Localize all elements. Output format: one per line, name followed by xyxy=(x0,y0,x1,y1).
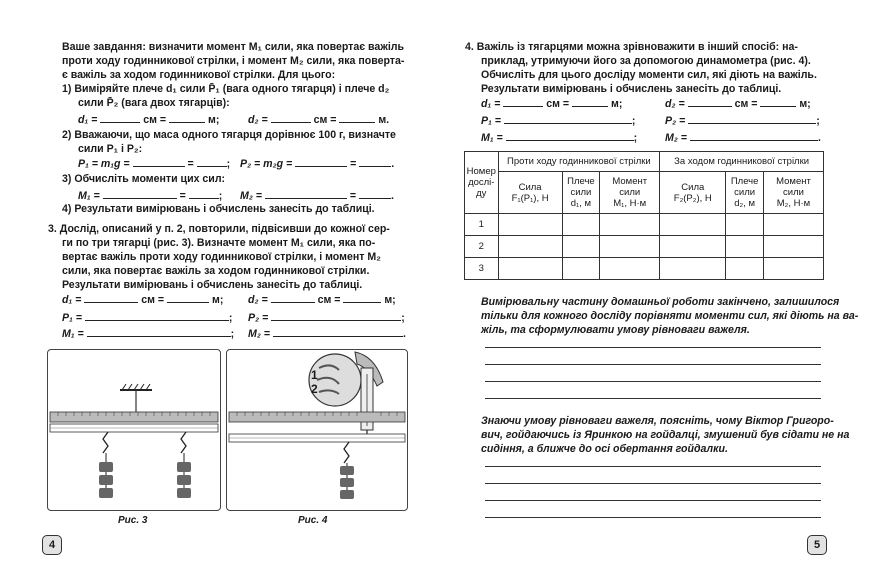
d1-m-blank[interactable] xyxy=(169,112,205,123)
d2-label: d₂ = xyxy=(665,98,685,110)
header-counterclockwise: Проти ходу годинникової стрілки xyxy=(498,152,660,172)
row-number: 3 xyxy=(465,258,499,280)
row-number: 2 xyxy=(465,236,499,258)
header-line: Сила xyxy=(518,181,542,193)
table-cell[interactable] xyxy=(498,236,562,258)
p1-formula: P₁ = m₁g = xyxy=(78,158,130,170)
table-row xyxy=(465,236,824,258)
step2-line-2: сили P₁ і P₂: xyxy=(78,143,143,155)
task3-line-1: 3. Дослід, описаний у п. 2, повторили, підвісивши до кожної сер- xyxy=(48,223,390,235)
m1-value-blank[interactable] xyxy=(103,188,177,199)
header-line: сили xyxy=(570,187,592,198)
unit-cm: см = xyxy=(141,294,165,306)
figure-4-caption: Рис. 4 xyxy=(298,515,328,526)
p1-unit-blank[interactable] xyxy=(197,156,227,167)
task4-line-4: Результати вимірювань і обчислень занесіть до таблиці. xyxy=(481,83,782,95)
header-line: d₂, м xyxy=(734,198,756,209)
header-experiment-number xyxy=(465,152,499,214)
task4-line-1: 4. Важіль із тягарцями можна зрівноважити в інший спосіб: на- xyxy=(465,41,798,53)
unit-m: м; xyxy=(208,114,220,126)
header-clockwise: За ходом годинникової стрілки xyxy=(660,152,824,172)
intro-line-1: Ваше завдання: визначити момент M₁ сили, яка повертає важіль xyxy=(62,41,405,53)
step1-d1-row xyxy=(78,112,219,127)
p2-value-blank[interactable] xyxy=(295,156,347,167)
d2-cm-blank[interactable] xyxy=(688,96,732,107)
p2-unit-blank[interactable] xyxy=(359,156,391,167)
task4-d2-row xyxy=(665,96,811,111)
p2-blank[interactable] xyxy=(688,113,816,124)
p1-blank[interactable] xyxy=(85,310,229,321)
para2-line-1: Знаючи умову рівноваги важеля, поясніть, чому Віктор Григоро- xyxy=(481,415,834,427)
p1-label: P₁ = xyxy=(481,115,501,127)
m2-label: M₂ = xyxy=(248,328,270,340)
m2-label: M₂ = xyxy=(240,190,262,202)
header-line: M₁, Н·м xyxy=(613,198,647,209)
task4-line-3: Обчисліть для цього досліду моменти сил, які діють на важіль. xyxy=(481,69,817,81)
figure-3 xyxy=(47,349,221,511)
header-moment-2 xyxy=(763,172,823,214)
m2-unit-blank[interactable] xyxy=(359,188,391,199)
figure-3-caption: Рис. 3 xyxy=(118,515,148,526)
task4-p2-row: P₂ = ; xyxy=(665,115,820,127)
step1-line-2: сили P̄₂ (вага двох тягарців): xyxy=(78,97,230,109)
para2-line-3: сидіння, а ближче до осі обертання гойдалки. xyxy=(481,443,728,455)
header-moment-1 xyxy=(600,172,660,214)
right-page xyxy=(435,0,870,571)
m1-blank[interactable] xyxy=(87,326,231,337)
task4-d1-row xyxy=(481,96,622,111)
header-line: Плече xyxy=(567,176,595,187)
task4-m2-row: M₂ = . xyxy=(665,132,821,144)
header-line: Плече xyxy=(730,176,759,187)
intro-line-3: є важіль за ходом годинникової стрілки. Для цього: xyxy=(62,69,336,81)
p2-label: P₂ = xyxy=(665,115,686,127)
header-line: сили xyxy=(783,187,804,198)
step1-line-1: 1) Виміряйте плече d₁ сили P̄₁ (вага одного тягарця) і плече d₂ xyxy=(62,83,390,95)
lever-three-weights-illustration xyxy=(48,350,220,510)
d2-label: d₂ = xyxy=(248,294,268,306)
table-cell[interactable] xyxy=(726,236,764,258)
task3-line-4: сили, яка повертає важіль за ходом годинникової стрілки. xyxy=(62,265,370,277)
unit-cm: см = xyxy=(317,294,341,306)
d1-cm-blank[interactable] xyxy=(503,96,543,107)
results-table xyxy=(464,151,824,280)
step4-line: 4) Результати вимірювань і обчислень занесіть до таблиці. xyxy=(62,203,375,215)
d1-cm-blank[interactable] xyxy=(100,112,140,123)
step3-m1-row: M₁ = = ; xyxy=(78,190,223,202)
d1-label: d₁ = xyxy=(62,294,82,306)
step2-p1-row: P₁ = m₁g = = ; xyxy=(78,158,231,170)
p2-label: P₂ = xyxy=(248,312,269,324)
task4-p1-row: P₁ = ; xyxy=(481,115,636,127)
equals-sign: = xyxy=(350,158,357,170)
header-line: F₂(P₂), Н xyxy=(673,192,712,204)
table-cell[interactable] xyxy=(562,214,600,236)
header-force-2 xyxy=(660,172,726,214)
task3-p1-row: P₁ = ; xyxy=(62,312,233,324)
m1-blank[interactable] xyxy=(506,130,634,141)
intro-line-2: проти ходу годинникової стрілки, і момент M₂ сили, яка поверта- xyxy=(62,55,405,67)
d1-label: d₁ = xyxy=(78,114,98,126)
answer-line[interactable] xyxy=(485,347,821,348)
m1-label: M₁ = xyxy=(62,328,84,340)
table-cell[interactable] xyxy=(763,236,823,258)
answer-line[interactable] xyxy=(485,500,821,501)
d1-m-blank[interactable] xyxy=(572,96,608,107)
header-line: M₂, Н·м xyxy=(776,198,811,209)
answer-line[interactable] xyxy=(485,381,821,382)
unit-m: м; xyxy=(384,294,396,306)
table-cell[interactable] xyxy=(600,214,660,236)
m2-value-blank[interactable] xyxy=(265,188,347,199)
m1-unit-blank[interactable] xyxy=(189,188,219,199)
step3-m2-row: M₂ = = . xyxy=(240,190,394,202)
equals-sign: = xyxy=(349,190,357,202)
unit-cm: см = xyxy=(734,98,758,110)
p1-value-blank[interactable] xyxy=(133,156,185,167)
p2-blank[interactable] xyxy=(271,310,401,321)
header-arm-2 xyxy=(726,172,764,214)
figure-4-label-2: 2 xyxy=(311,382,318,396)
d2-cm-blank[interactable] xyxy=(271,112,311,123)
d1-m-blank[interactable] xyxy=(167,292,209,303)
header-line: сили xyxy=(619,187,641,198)
m2-blank[interactable] xyxy=(273,326,403,337)
equals-sign: = xyxy=(187,158,194,170)
m2-label: M₂ = xyxy=(665,132,687,144)
unit-m: м; xyxy=(799,98,811,110)
header-num-line: Номер xyxy=(466,166,496,177)
table-cell[interactable] xyxy=(660,236,726,258)
header-line: Сила xyxy=(681,181,705,193)
d2-m-blank[interactable] xyxy=(343,292,381,303)
header-arm-1 xyxy=(562,172,600,214)
header-line: d₁, м xyxy=(570,198,592,209)
para1-line-2: тільки для кожного досліду порівняти моменти сил, які діють на ва- xyxy=(481,310,859,322)
d2-label: d₂ = xyxy=(248,114,268,126)
unit-m: м; xyxy=(212,294,224,306)
table-cell[interactable] xyxy=(562,236,600,258)
answer-line[interactable] xyxy=(485,466,821,467)
table-row xyxy=(465,258,824,280)
task3-line-5: Результати вимірювань і обчислень занесіть до таблиці. xyxy=(62,279,363,291)
task3-m1-row: M₁ = ; xyxy=(62,328,235,340)
table-cell[interactable] xyxy=(600,258,660,280)
p1-blank[interactable] xyxy=(504,113,632,124)
step2-p2-row: P₂ = m₂g = = . xyxy=(240,158,395,170)
figure-4 xyxy=(226,349,408,511)
m2-blank[interactable] xyxy=(690,130,818,141)
table-cell[interactable] xyxy=(562,258,600,280)
task4-line-2: приклад, утримуючи його за допомогою динамометра (рис. 4). xyxy=(481,55,811,67)
table-cell[interactable] xyxy=(763,258,823,280)
m1-label: M₁ = xyxy=(481,132,503,144)
p2-formula: P₂ = m₂g = xyxy=(240,158,293,170)
answer-line[interactable] xyxy=(485,398,821,399)
step3-line: 3) Обчисліть моменти цих сил: xyxy=(62,173,226,185)
header-line: Момент xyxy=(612,176,648,187)
header-num-line: ду xyxy=(476,188,487,199)
unit-cm: см = xyxy=(143,114,167,126)
table-cell[interactable] xyxy=(600,236,660,258)
task3-line-3: вертає важіль проти ходу годинникової стрілки, і момент M₂ xyxy=(62,251,381,263)
figure-4-label-1: 1 xyxy=(311,368,318,382)
unit-cm: см = xyxy=(313,114,337,126)
unit-m-end: м. xyxy=(378,114,390,126)
table-cell[interactable] xyxy=(498,214,562,236)
task3-m2-row: M₂ = . xyxy=(248,328,406,340)
task4-m1-row: M₁ = ; xyxy=(481,132,638,144)
d1-cm-blank[interactable] xyxy=(84,292,138,303)
m1-label: M₁ = xyxy=(78,190,100,202)
task3-d1-row xyxy=(62,292,223,307)
equals-sign: = xyxy=(179,190,186,202)
step1-d2-row xyxy=(248,112,389,127)
unit-m: м; xyxy=(611,98,623,110)
d2-m-blank[interactable] xyxy=(760,96,796,107)
row-number: 1 xyxy=(465,214,499,236)
page-number-left: 4 xyxy=(42,535,62,555)
answer-line[interactable] xyxy=(485,364,821,365)
header-force-1 xyxy=(498,172,562,214)
answer-line[interactable] xyxy=(485,517,821,518)
table-cell[interactable] xyxy=(763,214,823,236)
header-num-line: дослі- xyxy=(468,177,495,188)
table-cell[interactable] xyxy=(498,258,562,280)
step2-line-1: 2) Вважаючи, що маса одного тягарця дорівнює 100 г, визначте xyxy=(62,129,396,141)
para1-line-1: Вимірювальну частину домашньої роботи закінчено, залишилося xyxy=(481,296,840,308)
table-cell[interactable] xyxy=(660,214,726,236)
d2-m-blank[interactable] xyxy=(339,112,375,123)
unit-cm: см = xyxy=(546,98,570,110)
d1-label: d₁ = xyxy=(481,98,501,110)
header-line: Момент xyxy=(776,176,811,187)
table-cell[interactable] xyxy=(726,214,764,236)
header-line: F₁(P₁), Н xyxy=(511,192,549,204)
answer-line[interactable] xyxy=(485,483,821,484)
table-cell[interactable] xyxy=(726,258,764,280)
task3-p2-row: P₂ = ; xyxy=(248,312,405,324)
header-line: сили xyxy=(734,187,756,198)
para1-line-3: жіль, та сформулювати умову рівноваги важеля. xyxy=(481,324,750,336)
table-cell[interactable] xyxy=(660,258,726,280)
page-number-right: 5 xyxy=(807,535,827,555)
task3-line-2: ги по три тягарці (рис. 3). Визначте момент M₁ сили, яка по- xyxy=(62,237,376,249)
para2-line-2: вич, гойдаючись із Яринкою на гойдалці, змушений був сідати не на xyxy=(481,429,850,441)
p1-label: P₁ = xyxy=(62,312,82,324)
table-row xyxy=(465,214,824,236)
task3-d2-row xyxy=(248,292,396,307)
d2-cm-blank[interactable] xyxy=(271,292,315,303)
